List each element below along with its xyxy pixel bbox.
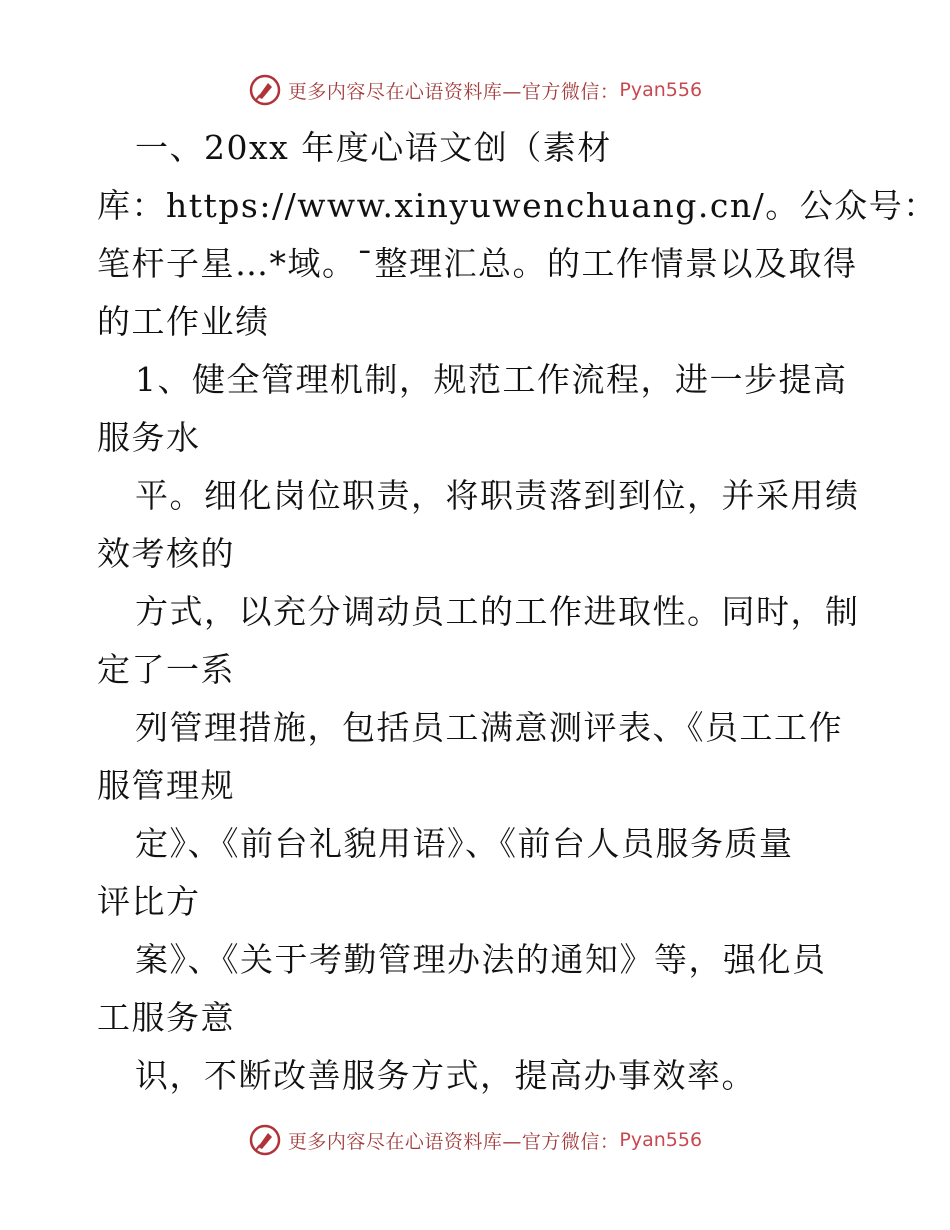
- text-line: 效考核的: [97, 534, 235, 573]
- text-line: 定了一系: [97, 650, 235, 689]
- watermark-text: 更多内容尽在心语资料库—官方微信：: [287, 1130, 620, 1153]
- pen-nib-logo-icon: [248, 1123, 282, 1157]
- watermark-wechat-id: Pyan556: [619, 1129, 703, 1151]
- text-line: 方式，以充分调动员工的工作进取性。同时，制: [135, 592, 860, 631]
- text-line: 服管理规: [97, 766, 235, 805]
- text-line: 库：https://www.xinyuwenchuang.cn/。公众号：: [97, 186, 938, 225]
- watermark-text: 更多内容尽在心语资料库—官方微信：: [287, 80, 620, 103]
- document-body: [97, 119, 938, 1105]
- text-line: 平。细化岗位职责，将职责落到到位，并采用绩: [135, 476, 860, 515]
- text-line: 工服务意: [97, 998, 235, 1037]
- text-line: 列管理措施，包括员工满意测评表、《员工工作: [135, 708, 843, 747]
- text-line: 案》、《关于考勤管理办法的通知》等，强化员: [135, 940, 827, 979]
- text-line: 识，不断改善服务方式，提高办事效率。: [135, 1056, 756, 1095]
- text-line: 服务水: [97, 418, 201, 457]
- text-line: 笔杆子星…*域。¯整理汇总。的工作情景以及取得: [97, 244, 858, 283]
- text-line: 一、20xx 年度心语文创（素材: [135, 128, 612, 167]
- text-line: 的工作业绩: [97, 302, 270, 341]
- pen-nib-logo-icon: [248, 73, 282, 107]
- watermark-wechat-id: Pyan556: [619, 79, 703, 101]
- footer-watermark: [0, 1120, 950, 1160]
- text-line: 定》、《前台礼貌用语》、《前台人员服务质量: [135, 824, 794, 863]
- header-watermark: [0, 70, 950, 110]
- text-line: 1、健全管理机制，规范工作流程，进一步提高: [135, 360, 848, 399]
- text-line: 评比方: [97, 882, 201, 921]
